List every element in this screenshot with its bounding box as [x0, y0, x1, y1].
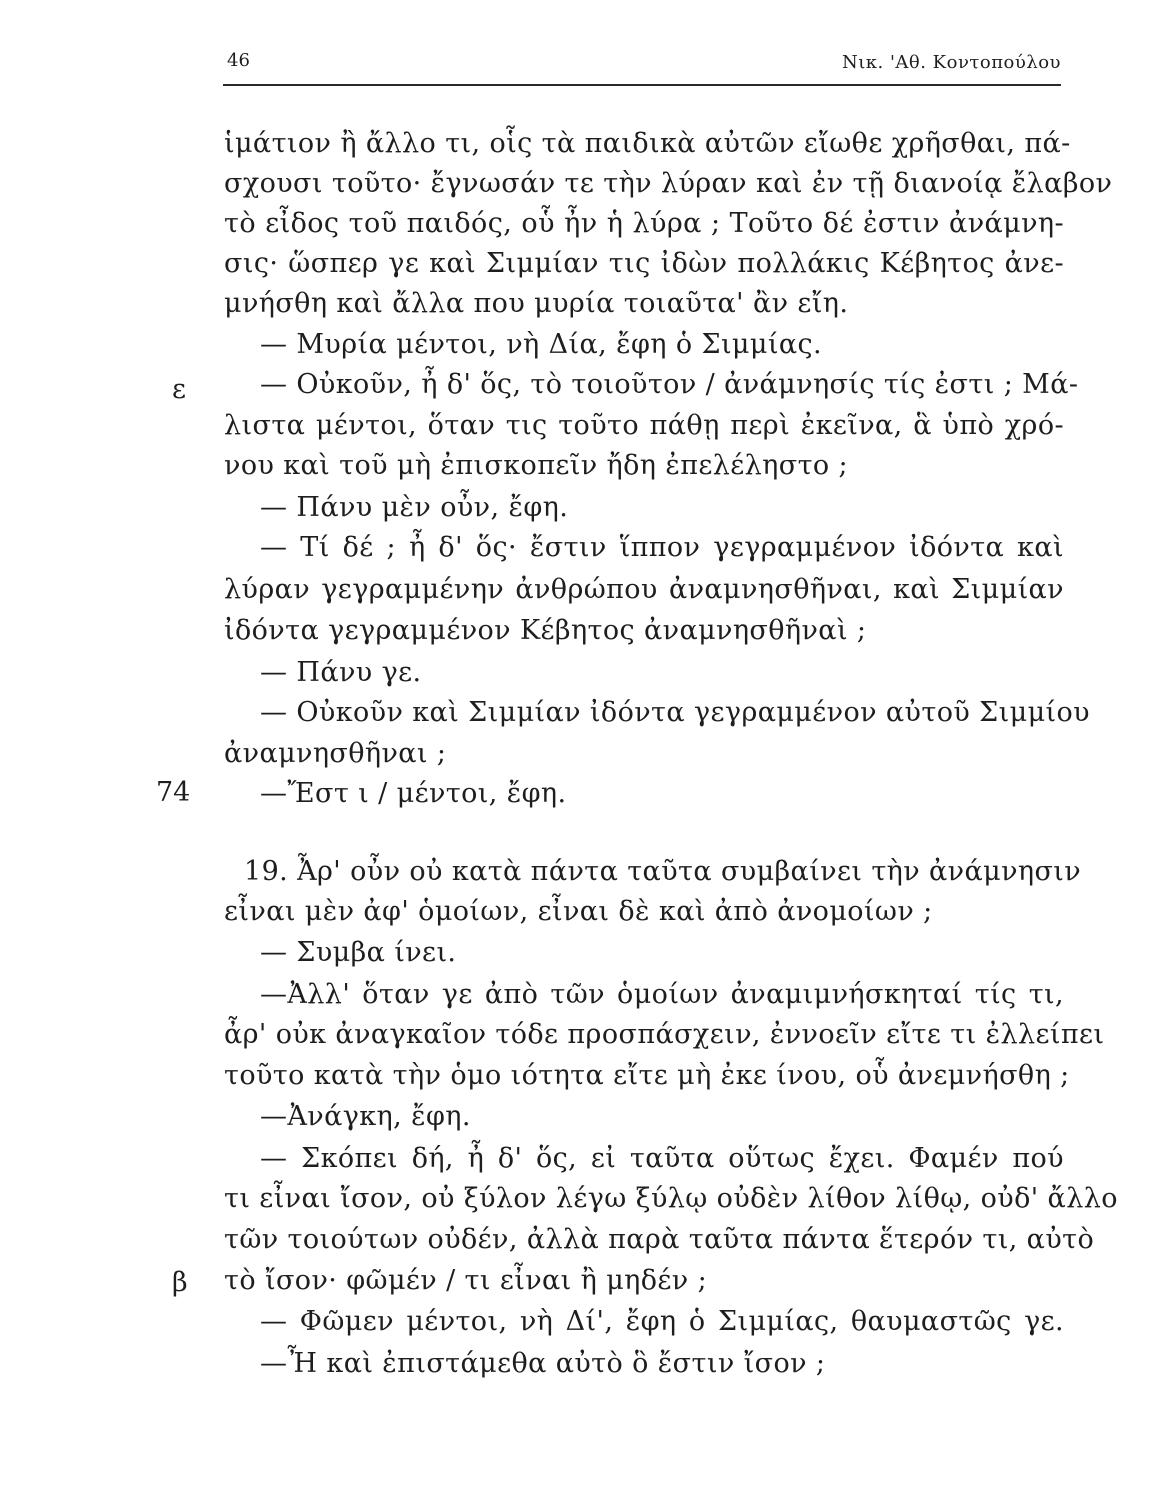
- text-line-22: ἆρ' οὐκ ἀναγκαῖον τόδε προσπάσχειν, ἐννοεῖν εἴτε τι ἐλλείπει: [224, 1019, 1105, 1050]
- text-line-2: σχουσι τοῦτο· ἔγνωσάν τε τὴν λύραν καὶ ἐν τῇ διανοίᾳ ἔλαβον: [224, 168, 1113, 199]
- text-line-7: — Οὐκοῦν, ἦ δ' ὅς, τὸ τοιοῦτον / ἀνάμνησίς τίς ἐστι ; Μά-: [260, 369, 1079, 400]
- margin-note-74: 74: [156, 777, 191, 808]
- text-line-17: —Ἔστ ι / μέντοι, ἔφη.: [260, 778, 567, 809]
- text-line-8: λιστα μέντοι, ὅταν τις τοῦτο πάθῃ περὶ ἐκεῖνα, ἃ ὑπὸ χρό-: [224, 410, 1064, 441]
- text-line-27: τῶν τοιούτων οὐδέν, ἀλλὰ παρὰ ταῦτα πάντα ἕτερόν τι, αὐτὸ: [224, 1224, 1095, 1255]
- text-line-6: — Μυρία μέντοι, νὴ Δία, ἔφη ὁ Σιμμίας.: [260, 329, 822, 360]
- text-line-25: — Σκόπει δή, ἦ δ' ὅς, εἰ ταῦτα οὕτως ἔχει. Φαμέν πού: [260, 1143, 1064, 1174]
- text-line-29: — Φῶμεν μέντοι, νὴ Δί', ἔφη ὁ Σιμμίας, θαυμαστῶς γε.: [260, 1306, 1064, 1337]
- text-line-24: —Ἀνάγκη, ἔφη.: [260, 1101, 471, 1132]
- page-header: [223, 44, 1061, 86]
- text-line-20: — Συμβα ίνει.: [260, 937, 457, 968]
- text-line-18: 19. Ἆρ' οὖν οὐ κατὰ πάντα ταῦτα συμβαίνει τὴν ἀνάμνησιν: [244, 856, 1082, 887]
- text-line-4: σις· ὥσπερ γε καὶ Σιμμίαν τις ἰδὼν πολλάκις Κέβητος ἀνε-: [224, 248, 1064, 279]
- text-line-16: ἀναμνησθῆναι ;: [224, 738, 447, 769]
- text-line-11: — Τί δέ ; ἦ δ' ὅς· ἔστιν ἵππον γεγραμμένον ἰδόντα καὶ: [260, 532, 1064, 563]
- text-line-19: εἶναι μὲν ἀφ' ὁμοίων, εἶναι δὲ καὶ ἀπὸ ἀνομοίων ;: [224, 896, 933, 927]
- text-line-9: νου καὶ τοῦ μὴ ἐπισκοπεῖν ἤδη ἐπελέληστο ;: [224, 450, 849, 481]
- text-line-28: τὸ ἴσον· φῶμέν / τι εἶναι ἢ μηδέν ;: [224, 1265, 708, 1296]
- text-line-26: τι εἶναι ἴσον, οὐ ξύλον λέγω ξύλῳ οὐδὲν λίθον λίθῳ, οὐδ' ἄλλο: [224, 1183, 1118, 1214]
- text-line-21: —Ἀλλ' ὅταν γε ἀπὸ τῶν ὁμοίων ἀναμιμνήσκηταί τίς τι,: [260, 979, 1064, 1010]
- text-line-23: τοῦτο κατὰ τὴν ὁμο ιότητα εἴτε μὴ ἐκε ίνου, οὗ ἀνεμνήσθη ;: [224, 1060, 1070, 1091]
- text-line-30: —Ἦ καὶ ἐπιστάμεθα αὐτὸ ὃ ἔστιν ἴσον ;: [260, 1348, 826, 1379]
- text-line-1: ἱμάτιον ἢ ἄλλο τι, οἷς τὰ παιδικὰ αὐτῶν εἴωθε χρῆσθαι, πά-: [224, 128, 1071, 159]
- running-head: Νικ. 'Αθ. Κοντοπούλου: [841, 52, 1061, 73]
- text-line-12: λύραν γεγραμμένην ἀνθρώπου ἀναμνησθῆναι, καὶ Σιμμίαν: [224, 574, 1064, 605]
- text-line-3: τὸ εἶδος τοῦ παιδός, οὗ ἦν ἡ λύρα ; Τοῦτο δέ ἐστιν ἀνάμνη-: [224, 208, 1064, 239]
- margin-note-e: ε: [172, 374, 186, 405]
- text-line-10: — Πάνυ μὲν οὖν, ἔφη.: [260, 492, 569, 523]
- margin-note-b: β: [172, 1267, 188, 1298]
- text-line-14: — Πάνυ γε.: [260, 657, 422, 688]
- page-number: 46: [227, 50, 250, 71]
- text-line-5: μνήσθη καὶ ἄλλα που μυρία τοιαῦτα' ἂν εἴη.: [224, 288, 849, 319]
- text-line-13: ἰδόντα γεγραμμένον Κέβητος ἀναμνησθῆναὶ ;: [224, 615, 867, 646]
- text-line-15: — Οὐκοῦν καὶ Σιμμίαν ἰδόντα γεγραμμένον αὐτοῦ Σιμμίου: [260, 697, 1090, 728]
